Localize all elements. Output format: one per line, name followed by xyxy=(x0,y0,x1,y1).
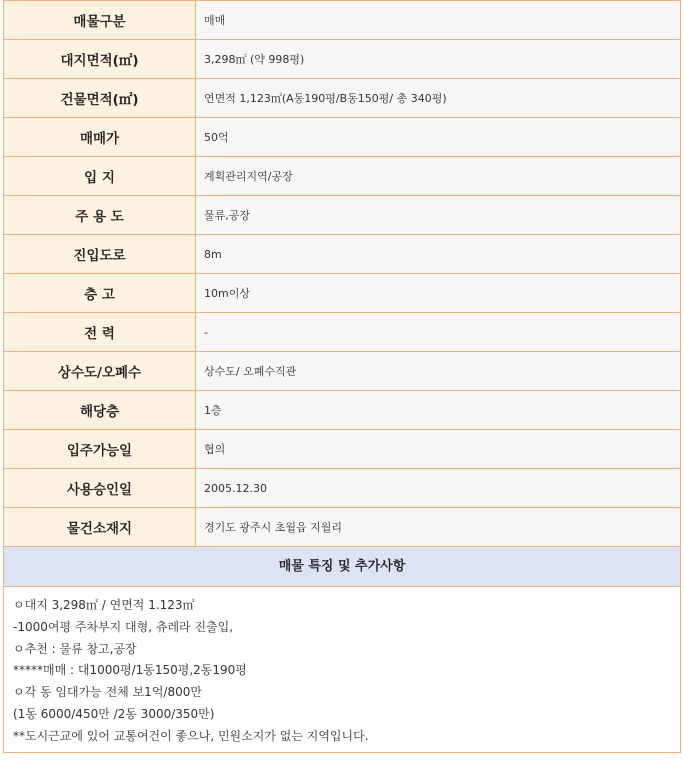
spec-row-power xyxy=(4,313,681,352)
spec-row-sale-price xyxy=(4,118,681,157)
spec-label-sale-price: 매매가 xyxy=(4,118,196,157)
spec-row-floor xyxy=(4,391,681,430)
spec-value-building-area: 연면적 1,123㎡(A동190평/B동150평/ 총 340평) xyxy=(196,79,681,118)
spec-label-listing-type: 매물구분 xyxy=(4,1,196,40)
spec-value-move-in-date: 협의 xyxy=(196,430,681,469)
feature-line: *****매매 : 대1000평/1동150평,2동190평 xyxy=(13,663,247,678)
spec-label-access-road: 진입도로 xyxy=(4,235,196,274)
spec-value-access-road: 8m xyxy=(196,235,681,274)
spec-row-water-sewage xyxy=(4,352,681,391)
property-spec-table xyxy=(3,0,681,547)
feature-line: ㅇ각 동 임대가능 전체 보1억/800만 xyxy=(13,685,202,700)
spec-value-power: - xyxy=(196,313,681,352)
spec-row-listing-type xyxy=(4,1,681,40)
spec-value-sale-price: 50억 xyxy=(196,118,681,157)
feature-line: **도시근교에 있어 교통여건이 좋으나, 민원소지가 없는 지역입니다. xyxy=(13,728,369,743)
spec-row-building-area xyxy=(4,79,681,118)
spec-value-main-use: 물류,공장 xyxy=(196,196,681,235)
spec-label-ceiling-height: 층 고 xyxy=(4,274,196,313)
spec-label-land-area: 대지면적(㎡) xyxy=(4,40,196,79)
spec-row-ceiling-height xyxy=(4,274,681,313)
spec-label-building-area: 건물면적(㎡) xyxy=(4,79,196,118)
spec-label-address: 물건소재지 xyxy=(4,508,196,547)
spec-value-approval-date: 2005.12.30 xyxy=(196,469,681,508)
spec-label-approval-date: 사용승인일 xyxy=(4,469,196,508)
feature-line: -1000여평 주차부지 대형, 츄레라 진출입, xyxy=(13,619,234,634)
feature-line: ㅇ추천 : 물류 창고,공장 xyxy=(13,641,137,656)
spec-label-location-zone: 입 지 xyxy=(4,157,196,196)
property-spec-table-body xyxy=(4,1,681,547)
spec-value-ceiling-height: 10m이상 xyxy=(196,274,681,313)
spec-row-main-use xyxy=(4,196,681,235)
spec-row-approval-date xyxy=(4,469,681,508)
spec-row-address xyxy=(4,508,681,547)
feature-line: (1동 6000/450만 /2동 3000/350만) xyxy=(13,706,215,721)
spec-label-main-use: 주 용 도 xyxy=(4,196,196,235)
spec-row-move-in-date xyxy=(4,430,681,469)
feature-line: ㅇ대지 3,298㎡ / 연면적 1.123㎡ xyxy=(13,598,195,612)
spec-row-land-area xyxy=(4,40,681,79)
spec-row-access-road xyxy=(4,235,681,274)
spec-label-power: 전 력 xyxy=(4,313,196,352)
spec-label-move-in-date: 입주가능일 xyxy=(4,430,196,469)
spec-value-floor: 1층 xyxy=(196,391,681,430)
features-heading: 매물 특징 및 추가사항 xyxy=(3,547,681,587)
spec-value-address: 경기도 광주시 초월읍 지월리 xyxy=(196,508,681,547)
spec-row-location-zone xyxy=(4,157,681,196)
spec-label-water-sewage: 상수도/오폐수 xyxy=(4,352,196,391)
listing-info-panel xyxy=(3,0,681,753)
features-body xyxy=(3,587,681,753)
spec-value-land-area: 3,298㎡ (약 998평) xyxy=(196,40,681,79)
spec-value-water-sewage: 상수도/ 오폐수직관 xyxy=(196,352,681,391)
spec-value-listing-type: 매매 xyxy=(196,1,681,40)
spec-value-location-zone: 계획관리지역/공장 xyxy=(196,157,681,196)
spec-label-floor: 해당층 xyxy=(4,391,196,430)
